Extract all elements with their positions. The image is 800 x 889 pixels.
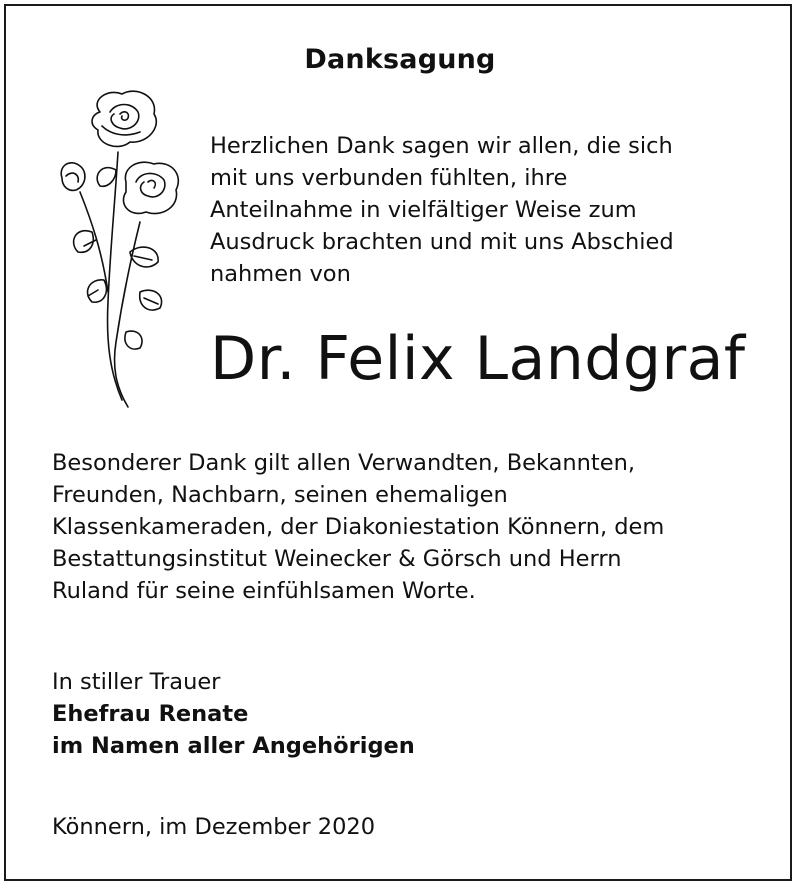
intro-line: mit uns verbunden fühlten, ihre — [210, 165, 568, 191]
deceased-name: Dr. Felix Landgraf — [210, 324, 746, 394]
widow-name: Ehefrau Renate — [52, 701, 249, 727]
thanks-line: Ruland für seine einfühlsamen Worte. — [52, 578, 476, 604]
family-line: im Namen aller Angehörigen — [52, 733, 415, 759]
thanks-line: Klassenkameraden, der Diakoniestation Könnern, dem — [52, 514, 665, 540]
thanks-text — [52, 447, 664, 607]
thanks-line: Besonderer Dank gilt allen Verwandten, Bekannten, — [52, 450, 636, 476]
thanks-line: Bestattungsinstitut Weinecker & Görsch und Herrn — [52, 546, 622, 572]
place-date: Könnern, im Dezember 2020 — [52, 814, 376, 840]
intro-line: nahmen von — [210, 261, 351, 287]
roses-illustration-icon — [30, 82, 200, 412]
intro-line: Ausdruck brachten und mit uns Abschied — [210, 229, 674, 255]
thanks-line: Freunden, Nachbarn, seinen ehemaligen — [52, 482, 508, 508]
intro-line: Herzlichen Dank sagen wir allen, die sich — [210, 133, 673, 159]
signature-block — [52, 666, 415, 762]
mourning-line: In stiller Trauer — [52, 669, 221, 695]
intro-line: Anteilnahme in vielfältiger Weise zum — [210, 197, 637, 223]
intro-text — [210, 130, 674, 290]
notice-title: Danksagung — [304, 44, 496, 75]
